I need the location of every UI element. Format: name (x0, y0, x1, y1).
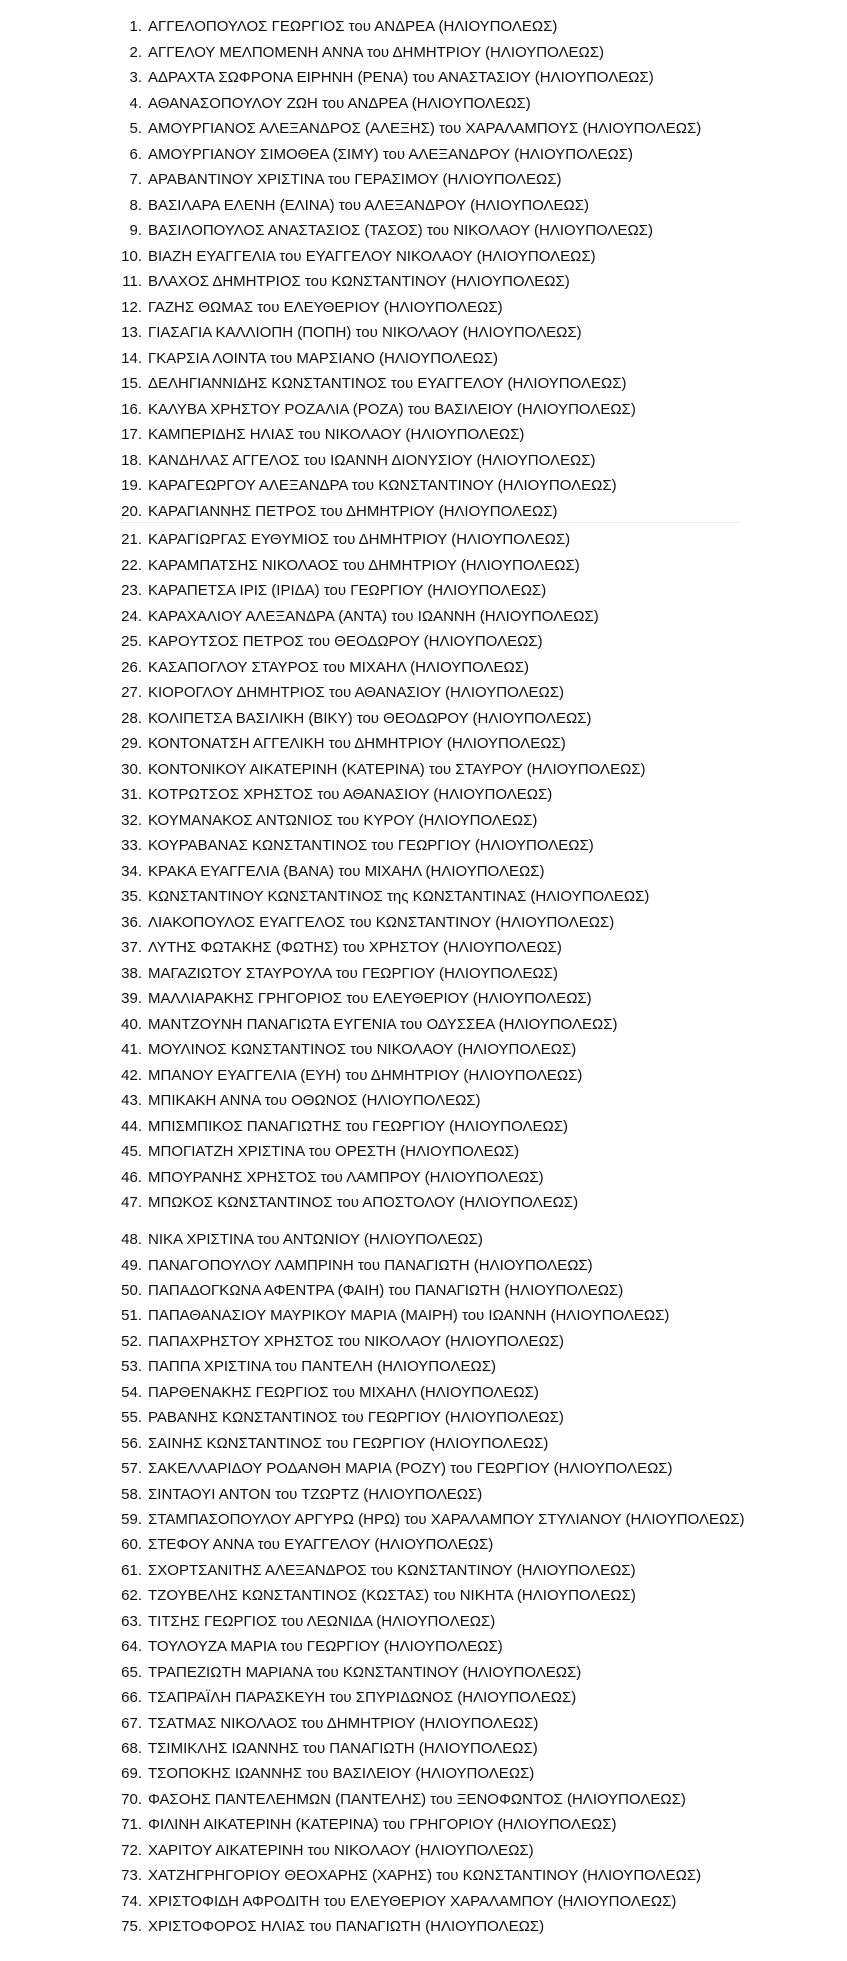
list-item-number: 44. (121, 1117, 142, 1135)
list-item-name: ΠΑΡΘΕΝΑΚΗΣ ΓΕΩΡΓΙΟΣ του ΜΙΧΑΗΛ (ΗΛΙΟΥΠΟΛΕΩΣ) (148, 1383, 539, 1401)
list-item (0, 1191, 847, 1215)
list-item-name: ΣΙΝΤΑΟΥΙ ΑΝΤΟΝ του ΤΖΩΡΤΖ (ΗΛΙΟΥΠΟΛΕΩΣ) (148, 1485, 483, 1503)
list-item-name: ΚΟΝΤΟΝΑΤΣΗ ΑΓΓΕΛΙΚΗ του ΔΗΜΗΤΡΙΟΥ (ΗΛΙΟΥΠΟΛΕΩΣ) (148, 735, 566, 752)
list-item (0, 605, 847, 629)
list-item-number: 71. (121, 1816, 142, 1834)
list-item-name: ΦΑΣΟΗΣ ΠΑΝΤΕΛΕΗΜΩΝ (ΠΑΝΤΕΛΗΣ) του ΞΕΝΟΦΩΝΤΟΣ (ΗΛΙΟΥΠΟΛΕΩΣ) (148, 1790, 686, 1808)
list-item-number: 66. (121, 1689, 142, 1707)
list-item (0, 321, 847, 345)
list-item-number: 17. (121, 426, 142, 443)
list-item-number: 67. (121, 1714, 142, 1732)
list-item-name: ΜΟΥΛΙΝΟΣ ΚΩΝΣΤΑΝΤΙΝΟΣ του ΝΙΚΟΛΑΟΥ (ΗΛΙΟΥΠΟΛΕΩΣ) (148, 1041, 577, 1058)
list-item-name: ΑΘΑΝΑΣΟΠΟΥΛΟΥ ΖΩΗ του ΑΝΔΡΕΑ (ΗΛΙΟΥΠΟΛΕΩΣ) (148, 94, 531, 112)
list-item-number: 3. (129, 69, 142, 86)
list-item (0, 296, 847, 320)
list-item-name: ΤΙΤΣΗΣ ΓΕΩΡΓΙΟΣ του ΛΕΩΝΙΔΑ (ΗΛΙΟΥΠΟΛΕΩΣ) (148, 1612, 496, 1630)
list-item (0, 1381, 847, 1405)
list-item (0, 911, 847, 935)
list-item-number: 72. (121, 1841, 142, 1859)
list-item-name: ΛΙΑΚΟΠΟΥΛΟΣ ΕΥΑΓΓΕΛΟΣ του ΚΩΝΣΤΑΝΤΙΝΟΥ (ΗΛΙΟΥΠΟΛΕΩΣ) (148, 913, 615, 931)
list-item-number: 40. (121, 1015, 142, 1033)
list-item-name: ΚΩΝΣΤΑΝΤΙΝΟΥ ΚΩΝΣΤΑΝΤΙΝΟΣ της ΚΩΝΣΤΑΝΤΙΝΑΣ (ΗΛΙΟΥΠΟΛΕΩΣ) (148, 888, 650, 905)
list-item (0, 656, 847, 680)
list-item-name: ΚΑΜΠΕΡΙΔΗΣ ΗΛΙΑΣ του ΝΙΚΟΛΑΟΥ (ΗΛΙΟΥΠΟΛΕΩΣ) (148, 426, 525, 443)
list-item-number: 12. (121, 298, 142, 316)
list-item-number: 31. (121, 786, 142, 803)
list-item-name: ΒΑΣΙΛΑΡΑ ΕΛΕΝΗ (ΕΛΙΝΑ) του ΑΛΕΞΑΝΔΡΟΥ (ΗΛΙΟΥΠΟΛΕΩΣ) (148, 196, 590, 214)
list-item-number: 26. (121, 658, 142, 676)
list-item-number: 23. (121, 582, 142, 599)
list-item (0, 1813, 847, 1837)
list-item-number: 73. (121, 1867, 142, 1885)
list-item-number: 37. (121, 939, 142, 956)
list-item-name: ΚΟΥΡΑΒΑΝΑΣ ΚΩΝΣΤΑΝΤΙΝΟΣ του ΓΕΩΡΓΙΟΥ (ΗΛΙΟΥΠΟΛΕΩΣ) (148, 837, 594, 854)
list-item (0, 860, 847, 884)
list-item-number: 4. (129, 94, 142, 112)
list-item (0, 528, 847, 552)
list-item (0, 681, 847, 705)
list-item-name: ΧΡΙΣΤΟΦΙΔΗ ΑΦΡΟΔΙΤΗ του ΕΛΕΥΘΕΡΙΟΥ ΧΑΡΑΛΑΜΠΟΥ (ΗΛΙΟΥΠΟΛΕΩΣ) (148, 1892, 677, 1910)
list-item-name: ΑΜΟΥΡΓΙΑΝΟΥ ΣΙΜΟΘΕΑ (ΣΙΜΥ) του ΑΛΕΞΑΝΔΡΟΥ (ΗΛΙΟΥΠΟΛΕΩΣ) (148, 145, 634, 163)
list-item-name: ΤΖΟΥΒΕΛΗΣ ΚΩΝΣΤΑΝΤΙΝΟΣ (ΚΩΣΤΑΣ) του ΝΙΚΗΤΑ (ΗΛΙΟΥΠΟΛΕΩΣ) (148, 1587, 636, 1605)
list-item (0, 809, 847, 833)
list-item-name: ΜΠΙΚΑΚΗ ΑΝΝΑ του ΟΘΩΝΟΣ (ΗΛΙΟΥΠΟΛΕΩΣ) (148, 1092, 481, 1109)
list-item-number: 36. (121, 913, 142, 931)
list-item (0, 630, 847, 654)
list-item (0, 1686, 847, 1710)
list-item (0, 1584, 847, 1608)
list-item (0, 1254, 847, 1278)
list-item (0, 962, 847, 986)
list-item-name: ΓΙΑΣΑΓΙΑ ΚΑΛΛΙΟΠΗ (ΠΟΠΗ) του ΝΙΚΟΛΑΟΥ (ΗΛΙΟΥΠΟΛΕΩΣ) (148, 324, 582, 341)
list-item-number: 49. (121, 1256, 142, 1274)
list-item-number: 33. (121, 837, 142, 854)
list-item-name: ΒΙΑΖΗ ΕΥΑΓΓΕΛΙΑ του ΕΥΑΓΓΕΛΟΥ ΝΙΚΟΛΑΟΥ (ΗΛΙΟΥΠΟΛΕΩΣ) (148, 247, 596, 265)
list-item-number: 6. (129, 145, 142, 163)
list-item (0, 245, 847, 269)
list-item (0, 1508, 847, 1532)
list-item-number: 52. (121, 1332, 142, 1350)
list-item-number: 1. (129, 18, 142, 35)
list-item-number: 16. (121, 400, 142, 418)
list-item (0, 707, 847, 731)
list-item-name: ΚΟΝΤΟΝΙΚΟΥ ΑΙΚΑΤΕΡΙΝΗ (ΚΑΤΕΡΙΝΑ) του ΣΤΑΥΡΟΥ (ΗΛΙΟΥΠΟΛΕΩΣ) (148, 760, 646, 778)
list-item (0, 1610, 847, 1634)
list-item-number: 9. (129, 222, 142, 239)
list-item (0, 1788, 847, 1812)
list-item-name: ΝΙΚΑ ΧΡΙΣΤΙΝΑ του ΑΝΤΩΝΙΟΥ (ΗΛΙΟΥΠΟΛΕΩΣ) (148, 1231, 483, 1248)
list-item (0, 1228, 847, 1252)
list-item-number: 61. (121, 1561, 142, 1579)
list-item-name: ΚΑΝΔΗΛΑΣ ΑΓΓΕΛΟΣ του ΙΩΑΝΝΗ ΔΙΟΝΥΣΙΟΥ (ΗΛΙΟΥΠΟΛΕΩΣ) (148, 451, 596, 469)
list-item (0, 1355, 847, 1379)
list-item-name: ΣΧΟΡΤΣΑΝΙΤΗΣ ΑΛΕΞΑΝΔΡΟΣ του ΚΩΝΣΤΑΝΤΙΝΟΥ (ΗΛΙΟΥΠΟΛΕΩΣ) (148, 1561, 636, 1579)
list-item-number: 43. (121, 1092, 142, 1109)
list-item-name: ΜΠΑΝΟΥ ΕΥΑΓΓΕΛΙΑ (ΕΥΗ) του ΔΗΜΗΤΡΙΟΥ (ΗΛΙΟΥΠΟΛΕΩΣ) (148, 1066, 583, 1084)
list-item-number: 32. (121, 811, 142, 829)
list-item-number: 21. (121, 531, 142, 548)
list-item (0, 372, 847, 396)
list-item (0, 143, 847, 167)
list-item-number: 74. (121, 1892, 142, 1910)
list-item-number: 27. (121, 684, 142, 701)
list-item-name: ΧΑΤΖΗΓΡΗΓΟΡΙΟΥ ΘΕΟΧΑΡΗΣ (ΧΑΡΗΣ) του ΚΩΝΣΤΑΝΤΙΝΟΥ (ΗΛΙΟΥΠΟΛΕΩΣ) (148, 1867, 702, 1885)
list-item-number: 18. (121, 451, 142, 469)
list-item-name: ΤΣΑΠΡΑΪΛΗ ΠΑΡΑΣΚΕΥΗ του ΣΠΥΡΙΔΩΝΟΣ (ΗΛΙΟΥΠΟΛΕΩΣ) (148, 1689, 577, 1707)
list-item (0, 474, 847, 498)
list-item (0, 347, 847, 371)
list-item (0, 1064, 847, 1088)
list-item-number: 11. (122, 273, 142, 290)
list-item (0, 554, 847, 578)
list-item-name: ΠΑΠΠΑ ΧΡΙΣΤΙΝΑ του ΠΑΝΤΕΛΗ (ΗΛΙΟΥΠΟΛΕΩΣ) (148, 1358, 497, 1376)
list-item (0, 1432, 847, 1456)
list-item-name: ΚΑΡΑΓΙΑΝΝΗΣ ΠΕΤΡΟΣ του ΔΗΜΗΤΡΙΟΥ (ΗΛΙΟΥΠΟΛΕΩΣ) (148, 502, 558, 520)
list-item-name: ΜΠΟΓΙΑΤΖΗ ΧΡΙΣΤΙΝΑ του ΟΡΕΣΤΗ (ΗΛΙΟΥΠΟΛΕΩΣ) (148, 1143, 520, 1160)
list-item (0, 1457, 847, 1481)
list-item (0, 423, 847, 447)
list-item-number: 48. (121, 1231, 142, 1248)
list-item (0, 1737, 847, 1761)
list-item-name: ΤΣΑΤΜΑΣ ΝΙΚΟΛΑΟΣ του ΔΗΜΗΤΡΙΟΥ (ΗΛΙΟΥΠΟΛΕΩΣ) (148, 1714, 539, 1732)
list-item-name: ΣΑΙΝΗΣ ΚΩΝΣΤΑΝΤΙΝΟΣ του ΓΕΩΡΓΙΟΥ (ΗΛΙΟΥΠΟΛΕΩΣ) (148, 1434, 549, 1452)
list-item-number: 8. (129, 196, 142, 214)
list-item-name: ΚΡΑΚΑ ΕΥΑΓΓΕΛΙΑ (ΒΑΝΑ) του ΜΙΧΑΗΛ (ΗΛΙΟΥΠΟΛΕΩΣ) (148, 862, 545, 880)
list-item-name: ΚΑΡΑΓΙΩΡΓΑΣ ΕΥΘΥΜΙΟΣ του ΔΗΜΗΤΡΙΟΥ (ΗΛΙΟΥΠΟΛΕΩΣ) (148, 531, 571, 548)
list-item-name: ΜΑΓΑΖΙΩΤΟΥ ΣΤΑΥΡΟΥΛΑ του ΓΕΩΡΓΙΟΥ (ΗΛΙΟΥΠΟΛΕΩΣ) (148, 964, 558, 982)
list-item-number: 19. (121, 477, 142, 494)
list-item-name: ΣΤΕΦΟΥ ΑΝΝΑ του ΕΥΑΓΓΕΛΟΥ (ΗΛΙΟΥΠΟΛΕΩΣ) (148, 1536, 494, 1554)
list-item-name: ΠΑΠΑΘΑΝΑΣΙΟΥ ΜΑΥΡΙΚΟΥ ΜΑΡΙΑ (ΜΑΙΡΗ) του ΙΩΑΝΝΗ (ΗΛΙΟΥΠΟΛΕΩΣ) (148, 1307, 670, 1325)
list-item-name: ΧΡΙΣΤΟΦΟΡΟΣ ΗΛΙΑΣ του ΠΑΝΑΓΙΩΤΗ (ΗΛΙΟΥΠΟΛΕΩΣ) (148, 1918, 545, 1936)
list-item-number: 54. (121, 1383, 142, 1401)
list-item (0, 92, 847, 116)
list-item-name: ΔΕΛΗΓΙΑΝΝΙΔΗΣ ΚΩΝΣΤΑΝΤΙΝΟΣ του ΕΥΑΓΓΕΛΟΥ (ΗΛΙΟΥΠΟΛΕΩΣ) (148, 375, 627, 392)
list-item-number: 10. (121, 247, 142, 265)
list-item-name: ΤΟΥΛΟΥΖΑ ΜΑΡΙΑ του ΓΕΩΡΓΙΟΥ (ΗΛΙΟΥΠΟΛΕΩΣ) (148, 1638, 503, 1656)
list-item-number: 68. (121, 1740, 142, 1757)
list-item-number: 64. (121, 1638, 142, 1656)
list-item-name: ΜΑΝΤΖΟΥΝΗ ΠΑΝΑΓΙΩΤΑ ΕΥΓΕΝΙΑ του ΟΔΥΣΣΕΑ (ΗΛΙΟΥΠΟΛΕΩΣ) (148, 1015, 618, 1033)
list-item (0, 194, 847, 218)
list-item-name: ΑΜΟΥΡΓΙΑΝΟΣ ΑΛΕΞΑΝΔΡΟΣ (ΑΛΕΞΗΣ) του ΧΑΡΑΛΑΜΠΟΥΣ (ΗΛΙΟΥΠΟΛΕΩΣ) (148, 120, 702, 137)
list-item-name: ΚΟΤΡΩΤΣΟΣ ΧΡΗΣΤΟΣ του ΑΘΑΝΑΣΙΟΥ (ΗΛΙΟΥΠΟΛΕΩΣ) (148, 786, 553, 803)
list-item (0, 783, 847, 807)
list-item-number: 58. (121, 1485, 142, 1503)
list-item (0, 219, 847, 243)
list-item (0, 579, 847, 603)
list-item-name: ΚΟΛΙΠΕΤΣΑ ΒΑΣΙΛΙΚΗ (ΒΙΚΥ) του ΘΕΟΔΩΡΟΥ (ΗΛΙΟΥΠΟΛΕΩΣ) (148, 709, 592, 727)
list-item-number: 42. (121, 1066, 142, 1084)
list-item-number: 59. (121, 1511, 142, 1528)
list-item-name: ΜΠΙΣΜΠΙΚΟΣ ΠΑΝΑΓΙΩΤΗΣ του ΓΕΩΡΓΙΟΥ (ΗΛΙΟΥΠΟΛΕΩΣ) (148, 1117, 569, 1135)
list-item-name: ΤΣΙΜΙΚΛΗΣ ΙΩΑΝΝΗΣ του ΠΑΝΑΓΙΩΤΗ (ΗΛΙΟΥΠΟΛΕΩΣ) (148, 1740, 538, 1757)
list-item-number: 34. (121, 862, 142, 880)
list-item (0, 41, 847, 65)
list-item-number: 60. (121, 1536, 142, 1554)
list-item-name: ΛΥΤΗΣ ΦΩΤΑΚΗΣ (ΦΩΤΗΣ) του ΧΡΗΣΤΟΥ (ΗΛΙΟΥΠΟΛΕΩΣ) (148, 939, 562, 956)
list-item-number: 24. (121, 607, 142, 625)
list-item-name: ΡΑΒΑΝΗΣ ΚΩΝΣΤΑΝΤΙΝΟΣ του ΓΕΩΡΓΙΟΥ (ΗΛΙΟΥΠΟΛΕΩΣ) (148, 1409, 564, 1427)
list-item (0, 398, 847, 422)
list-item-name: ΒΛΑΧΟΣ ΔΗΜΗΤΡΙΟΣ του ΚΩΝΣΤΑΝΤΙΝΟΥ (ΗΛΙΟΥΠΟΛΕΩΣ) (148, 273, 570, 290)
list-item (0, 270, 847, 294)
list-item (0, 1140, 847, 1164)
list-item (0, 1864, 847, 1888)
list-item-number: 55. (121, 1409, 142, 1427)
list-item (0, 1712, 847, 1736)
list-item (0, 1559, 847, 1583)
list-item (0, 1533, 847, 1557)
list-item-number: 70. (121, 1790, 142, 1808)
list-item-name: ΦΙΛΙΝΗ ΑΙΚΑΤΕΡΙΝΗ (ΚΑΤΕΡΙΝΑ) του ΓΡΗΓΟΡΙΟΥ (ΗΛΙΟΥΠΟΛΕΩΣ) (148, 1816, 617, 1834)
list-item-number: 38. (121, 964, 142, 982)
list-item-number: 39. (121, 990, 142, 1007)
list-item-number: 47. (121, 1194, 142, 1211)
list-item-name: ΜΠΟΥΡΑΝΗΣ ΧΡΗΣΤΟΣ του ΛΑΜΠΡΟΥ (ΗΛΙΟΥΠΟΛΕΩΣ) (148, 1168, 544, 1186)
list-item (0, 1890, 847, 1914)
list-item-number: 5. (129, 120, 142, 137)
list-item-name: ΚΑΣΑΠΟΓΛΟΥ ΣΤΑΥΡΟΣ του ΜΙΧΑΗΛ (ΗΛΙΟΥΠΟΛΕΩΣ) (148, 658, 530, 676)
list-item-name: ΑΓΓΕΛΟΥ ΜΕΛΠΟΜΕΝΗ ΑΝΝΑ του ΔΗΜΗΤΡΙΟΥ (ΗΛΙΟΥΠΟΛΕΩΣ) (148, 43, 604, 61)
list-item-name: ΣΤΑΜΠΑΣΟΠΟΥΛΟΥ ΑΡΓΥΡΩ (ΗΡΩ) του ΧΑΡΑΛΑΜΠΟΥ ΣΤΥΛΙΑΝΟΥ (ΗΛΙΟΥΠΟΛΕΩΣ) (148, 1511, 745, 1528)
list-item (0, 885, 847, 909)
list-item-name: ΓΑΖΗΣ ΘΩΜΑΣ του ΕΛΕΥΘΕΡΙΟΥ (ΗΛΙΟΥΠΟΛΕΩΣ) (148, 298, 503, 316)
list-item-name: ΜΑΛΛΙΑΡΑΚΗΣ ΓΡΗΓΟΡΙΟΣ του ΕΛΕΥΘΕΡΙΟΥ (ΗΛΙΟΥΠΟΛΕΩΣ) (148, 990, 592, 1007)
list-item-number: 14. (121, 349, 142, 367)
list-item-number: 46. (121, 1168, 142, 1186)
list-item-number: 56. (121, 1434, 142, 1452)
list-item (0, 1330, 847, 1354)
list-item-number: 25. (121, 633, 142, 650)
list-item-number: 22. (121, 556, 142, 574)
list-item-number: 35. (121, 888, 142, 905)
list-item-name: ΑΡΑΒΑΝΤΙΝΟΥ ΧΡΙΣΤΙΝΑ του ΓΕΡΑΣΙΜΟΥ (ΗΛΙΟΥΠΟΛΕΩΣ) (148, 171, 562, 188)
list-item-number: 50. (121, 1281, 142, 1299)
list-item (0, 1406, 847, 1430)
list-item-number: 41. (121, 1041, 142, 1058)
list-item (0, 117, 847, 141)
list-item-name: ΣΑΚΕΛΛΑΡΙΔΟΥ ΡΟΔΑΝΘΗ ΜΑΡΙΑ (ΡΟΖΥ) του ΓΕΩΡΓΙΟΥ (ΗΛΙΟΥΠΟΛΕΩΣ) (148, 1460, 673, 1477)
list-item-name: ΑΓΓΕΛΟΠΟΥΛΟΣ ΓΕΩΡΓΙΟΣ του ΑΝΔΡΕΑ (ΗΛΙΟΥΠΟΛΕΩΣ) (148, 18, 558, 35)
list-item-number: 69. (121, 1765, 142, 1783)
list-item-name: ΤΣΟΠΟΚΗΣ ΙΩΑΝΝΗΣ του ΒΑΣΙΛΕΙΟΥ (ΗΛΙΟΥΠΟΛΕΩΣ) (148, 1765, 535, 1783)
list-item-number: 30. (121, 760, 142, 778)
list-item-name: ΜΠΩΚΟΣ ΚΩΝΣΤΑΝΤΙΝΟΣ του ΑΠΟΣΤΟΛΟΥ (ΗΛΙΟΥΠΟΛΕΩΣ) (148, 1194, 579, 1211)
list-item-number: 65. (121, 1663, 142, 1681)
list-item (0, 1089, 847, 1113)
list-item-name: ΚΙΟΡΟΓΛΟΥ ΔΗΜΗΤΡΙΟΣ του ΑΘΑΝΑΣΙΟΥ (ΗΛΙΟΥΠΟΛΕΩΣ) (148, 684, 564, 701)
list-item (0, 1839, 847, 1863)
list-item-number: 2. (129, 43, 142, 61)
list-item-name: ΚΑΡΑΠΕΤΣΑ ΙΡΙΣ (ΙΡΙΔΑ) του ΓΕΩΡΓΙΟΥ (ΗΛΙΟΥΠΟΛΕΩΣ) (148, 582, 547, 599)
list-item-number: 7. (129, 171, 142, 188)
list-item (0, 500, 847, 524)
list-item-number: 51. (121, 1307, 142, 1325)
list-item-number: 13. (121, 324, 142, 341)
list-item (0, 1038, 847, 1062)
list-item (0, 834, 847, 858)
list-item (0, 758, 847, 782)
list-item-name: ΚΑΡΟΥΤΣΟΣ ΠΕΤΡΟΣ του ΘΕΟΔΩΡΟΥ (ΗΛΙΟΥΠΟΛΕΩΣ) (148, 633, 543, 650)
list-item (0, 1166, 847, 1190)
list-item-name: ΒΑΣΙΛΟΠΟΥΛΟΣ ΑΝΑΣΤΑΣΙΟΣ (ΤΑΣΟΣ) του ΝΙΚΟΛΑΟΥ (ΗΛΙΟΥΠΟΛΕΩΣ) (148, 222, 653, 239)
list-item-number: 63. (121, 1612, 142, 1630)
list-item-name: ΚΑΛΥΒΑ ΧΡΗΣΤΟΥ ΡΟΖΑΛΙΑ (ΡΟΖΑ) του ΒΑΣΙΛΕΙΟΥ (ΗΛΙΟΥΠΟΛΕΩΣ) (148, 400, 636, 418)
list-item-name: ΠΑΝΑΓΟΠΟΥΛΟΥ ΛΑΜΠΡΙΝΗ του ΠΑΝΑΓΙΩΤΗ (ΗΛΙΟΥΠΟΛΕΩΣ) (148, 1256, 593, 1274)
list-item (0, 1661, 847, 1685)
list-item-number: 28. (121, 709, 142, 727)
list-item (0, 1013, 847, 1037)
list-item-number: 29. (121, 735, 142, 752)
list-item (0, 1115, 847, 1139)
list-item-number: 45. (121, 1143, 142, 1160)
list-item-number: 57. (121, 1460, 142, 1477)
list-item-name: ΚΑΡΑΧΑΛΙΟΥ ΑΛΕΞΑΝΔΡΑ (ΑΝΤΑ) του ΙΩΑΝΝΗ (ΗΛΙΟΥΠΟΛΕΩΣ) (148, 607, 599, 625)
list-item-number: 15. (121, 375, 142, 392)
list-item-number: 75. (121, 1918, 142, 1936)
list-item-number: 62. (121, 1587, 142, 1605)
section-divider (120, 522, 740, 523)
list-item-number: 20. (121, 502, 142, 520)
list-item-name: ΓΚΑΡΣΙΑ ΛΟΙΝΤΑ του ΜΑΡΣΙΑΝΟ (ΗΛΙΟΥΠΟΛΕΩΣ) (148, 349, 498, 367)
list-item-name: ΑΔΡΑΧΤΑ ΣΩΦΡΟΝΑ ΕΙΡΗΝΗ (ΡΕΝΑ) του ΑΝΑΣΤΑΣΙΟΥ (ΗΛΙΟΥΠΟΛΕΩΣ) (148, 69, 654, 86)
list-item (0, 987, 847, 1011)
list-item-name: ΚΑΡΑΜΠΑΤΣΗΣ ΝΙΚΟΛΑΟΣ του ΔΗΜΗΤΡΙΟΥ (ΗΛΙΟΥΠΟΛΕΩΣ) (148, 556, 580, 574)
list-item (0, 1762, 847, 1786)
list-item-name: ΚΑΡΑΓΕΩΡΓΟΥ ΑΛΕΞΑΝΔΡΑ του ΚΩΝΣΤΑΝΤΙΝΟΥ (ΗΛΙΟΥΠΟΛΕΩΣ) (148, 477, 617, 494)
list-item (0, 66, 847, 90)
list-item-name: ΧΑΡΙΤΟΥ ΑΙΚΑΤΕΡΙΝΗ του ΝΙΚΟΛΑΟΥ (ΗΛΙΟΥΠΟΛΕΩΣ) (148, 1841, 534, 1859)
list-item (0, 1279, 847, 1303)
list-item (0, 1304, 847, 1328)
list-item (0, 168, 847, 192)
list-item (0, 15, 847, 39)
list-item-name: ΚΟΥΜΑΝΑΚΟΣ ΑΝΤΩΝΙΟΣ του ΚΥΡΟΥ (ΗΛΙΟΥΠΟΛΕΩΣ) (148, 811, 538, 829)
list-item-name: ΤΡΑΠΕΖΙΩΤΗ ΜΑΡΙΑΝΑ του ΚΩΝΣΤΑΝΤΙΝΟΥ (ΗΛΙΟΥΠΟΛΕΩΣ) (148, 1663, 582, 1681)
list-item-number: 53. (121, 1358, 142, 1376)
list-item (0, 1483, 847, 1507)
list-item (0, 1635, 847, 1659)
list-item-name: ΠΑΠΑΔΟΓΚΩΝΑ ΑΦΕΝΤΡΑ (ΦΑΙΗ) του ΠΑΝΑΓΙΩΤΗ (ΗΛΙΟΥΠΟΛΕΩΣ) (148, 1281, 624, 1299)
list-item (0, 1915, 847, 1939)
list-item-name: ΠΑΠΑΧΡΗΣΤΟΥ ΧΡΗΣΤΟΣ του ΝΙΚΟΛΑΟΥ (ΗΛΙΟΥΠΟΛΕΩΣ) (148, 1332, 564, 1350)
list-item (0, 936, 847, 960)
list-item (0, 732, 847, 756)
list-item (0, 449, 847, 473)
